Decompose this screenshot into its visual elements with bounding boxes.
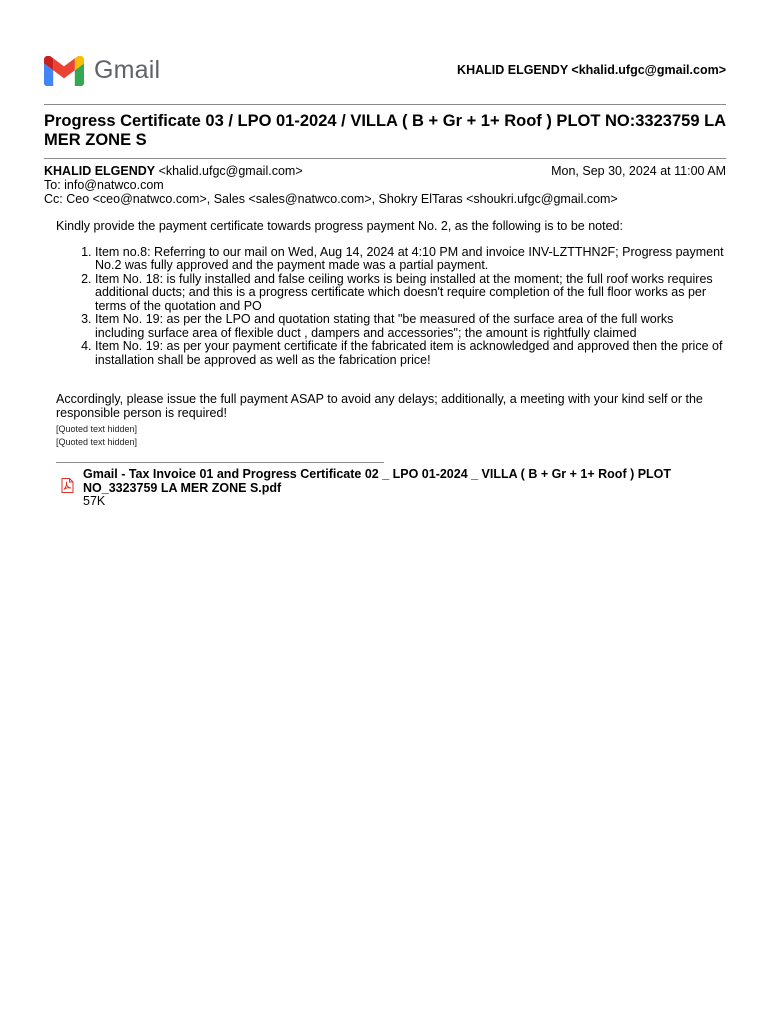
- print-header: [44, 0, 726, 104]
- message-date: Mon, Sep 30, 2024 at 11:00 AM: [551, 164, 726, 178]
- gmail-wordmark: Gmail: [94, 55, 161, 84]
- message-body: [44, 206, 726, 509]
- attachment-name[interactable]: Gmail - Tax Invoice 01 and Progress Certificate 02 _ LPO 01-2024 _ VILLA ( B + Gr + 1+ Roof ) PLOT NO_3323759 LA MER ZONE S.pdf: [83, 467, 672, 495]
- message-meta: [44, 159, 726, 206]
- gmail-m-icon: [44, 56, 84, 86]
- numbered-list: [56, 246, 726, 368]
- gmail-logo: [44, 56, 160, 86]
- quoted-text-toggle[interactable]: [Quoted text hidden]: [56, 424, 138, 434]
- attachment[interactable]: [56, 463, 726, 509]
- account-label: KHALID ELGENDY <khalid.ufgc@gmail.com>: [457, 63, 726, 77]
- list-item: 2. Item No. 18: is fully installed and false ceiling works is being installed at the moment; the full roof works requires additional ducts; and this is a progress certificate which doesn't require completion of the full floor works as per terms of the quotation and PO: [95, 273, 726, 314]
- sender-name: KHALID ELGENDY: [44, 164, 156, 178]
- email-subject: Progress Certificate 03 / LPO 01-2024 / VILLA ( B + Gr + 1+ Roof ) PLOT NO:3323759 LA MER ZONE S: [44, 112, 726, 149]
- pdf-file-icon: [60, 478, 75, 493]
- closing-paragraph: Accordingly, please issue the full payment ASAP to avoid any delays; additionally, a meeting with your kind self or the responsible person is required!: [56, 392, 703, 420]
- intro-paragraph: Kindly provide the payment certificate towards progress payment No. 2, as the following is to be noted:: [56, 219, 623, 233]
- list-item: 1. Item no.8: Referring to our mail on Wed, Aug 14, 2024 at 4:10 PM and invoice INV-LZTTHN2F; Progress payment No.2 was fully approved and the payment made was a partial payment.: [95, 246, 726, 273]
- cc-line: Cc: Ceo <ceo@natwco.com>, Sales <sales@natwco.com>, Shokry ElTaras <shoukri.ufgc@gmail.com>: [44, 192, 618, 206]
- to-line: To: info@natwco.com: [44, 178, 164, 192]
- email-print-page: [44, 0, 726, 509]
- sender-email: <khalid.ufgc@gmail.com>: [158, 164, 303, 178]
- list-item: 3. Item No. 19: as per the LPO and quotation stating that "be measured of the surface area of the full works including surface area of flexible duct , dampers and accessories"; the amount is rightfully claimed: [95, 313, 726, 340]
- list-item: 4. Item No. 19: as per your payment certificate if the fabricated item is acknowledged and approved then the price of installation shall be approved as well as the fabrication price!: [95, 340, 726, 367]
- quoted-text-toggle[interactable]: [Quoted text hidden]: [56, 437, 138, 447]
- attachment-size: 57K: [83, 494, 106, 508]
